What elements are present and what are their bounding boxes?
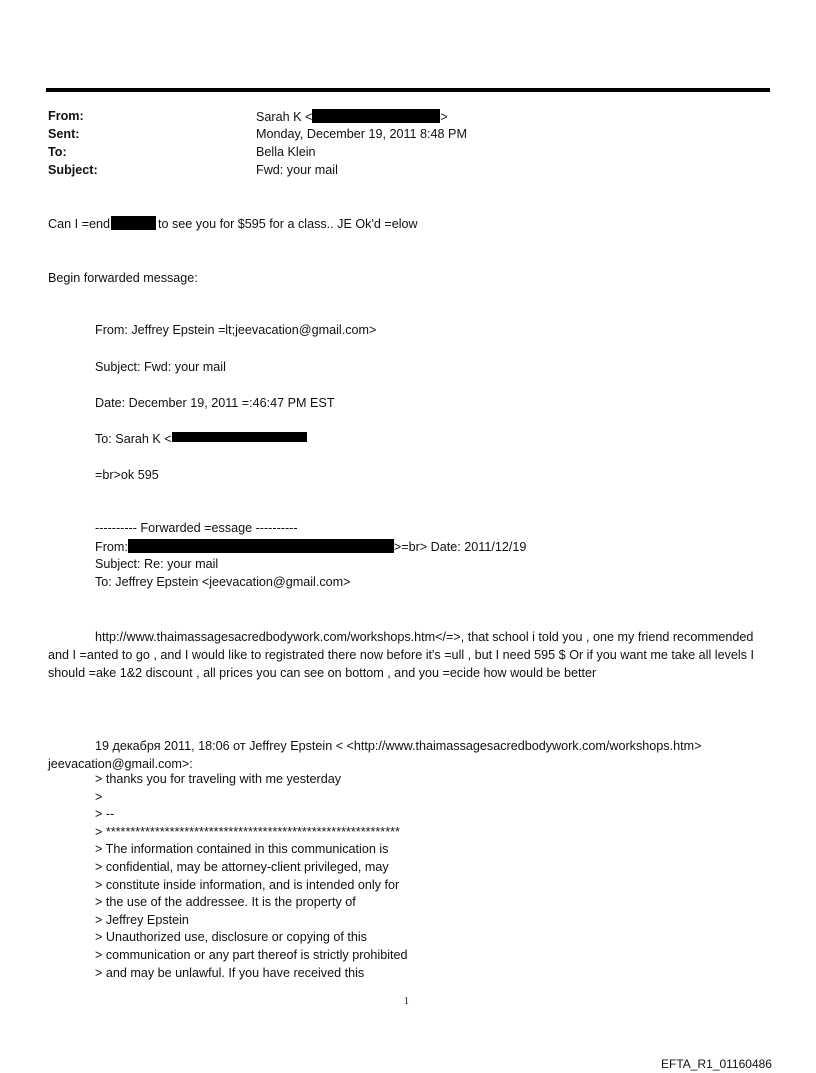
fwd2-from — [95, 539, 526, 554]
quoted-line: > ************************************************************ — [95, 824, 400, 839]
fwd1-to — [95, 432, 307, 446]
subject-label: Subject: — [48, 163, 98, 177]
body-line-1-part-b: to see you for $595 for a class.. JE Ok'd =elow — [157, 217, 418, 231]
bates-number: EFTA_R1_01160486 — [661, 1057, 772, 1071]
quoted-line: > Jeffrey Epstein — [95, 912, 189, 927]
to-value: Bella Klein — [256, 145, 316, 159]
fwd1-from: From: Jeffrey Epstein =lt;jeevacation@gmail.com> — [95, 323, 377, 337]
body-line-1-part-a: Can I =end — [48, 217, 110, 231]
fwd1-ok: =br>ok 595 — [95, 468, 159, 482]
fwd2-subject: Subject: Re: your mail — [95, 557, 219, 571]
redaction-box — [128, 539, 394, 553]
redaction-box — [172, 432, 307, 442]
quoted-line: > the use of the addressee. It is the property of — [95, 895, 356, 910]
sent-value: Monday, December 19, 2011 8:48 PM — [256, 127, 467, 141]
quoted-line: > communication or any part thereof is strictly prohibited — [95, 947, 408, 962]
header-rule — [46, 88, 770, 92]
quoted-text — [95, 771, 408, 982]
from-name: Sarah K < — [256, 110, 313, 124]
redaction-box — [312, 109, 440, 123]
quoted-line: > The information contained in this communication is — [95, 842, 389, 857]
begin-forwarded: Begin forwarded message: — [48, 271, 198, 285]
to-label: To: — [48, 145, 67, 159]
subject-value: Fwd: your mail — [256, 163, 338, 177]
quoted-line: > -- — [95, 807, 115, 822]
from-close: > — [440, 110, 448, 124]
fwd1-subject: Subject: Fwd: your mail — [95, 360, 226, 374]
quoted-line: > and may be unlawful. If you have received this — [95, 965, 365, 980]
from-value — [256, 109, 448, 124]
quoted-line: > — [95, 789, 103, 804]
redaction-box — [111, 216, 156, 230]
quoted-line: > constitute inside information, and is intended only for — [95, 877, 400, 892]
fwd2-separator: ---------- Forwarded =essage ---------- — [95, 521, 298, 535]
fwd1-to-prefix: To: Sarah K < — [95, 432, 172, 446]
fwd2-from-prefix: From: — [95, 540, 128, 554]
from-label: From: — [48, 109, 84, 123]
quoted-line: > thanks you for traveling with me yesterday — [95, 772, 342, 786]
fwd2-to: To: Jeffrey Epstein <jeevacation@gmail.com> — [95, 575, 351, 589]
message-paragraph: http://www.thaimassagesacredbodywork.com/workshops.htm</=>, that school i told you , one my friend recommended and I =anted to go , and I would like to registrated there now before it's =ull , but I need 595 $ Or if you want me take all levels I should =ake 1&2 discount , all prices you can see on bottom , and you =ecide how would be better — [48, 630, 754, 680]
quoted-line: > Unauthorized use, disclosure or copying of this — [95, 930, 367, 945]
sent-label: Sent: — [48, 127, 80, 141]
page-number: 1 — [404, 996, 409, 1007]
quoted-line: > confidential, may be attorney-client privileged, may — [95, 859, 389, 874]
reply-intro: 19 декабря 2011, 18:06 от Jeffrey Epstein < <http://www.thaimassagesacredbodywork.com/workshops.htm> jeevacation@gmail.com>: — [48, 739, 702, 771]
body-line-1 — [48, 216, 418, 231]
fwd2-from-suffix: >=br> Date: 2011/12/19 — [393, 540, 527, 554]
fwd1-date: Date: December 19, 2011 =:46:47 PM EST — [95, 396, 335, 410]
